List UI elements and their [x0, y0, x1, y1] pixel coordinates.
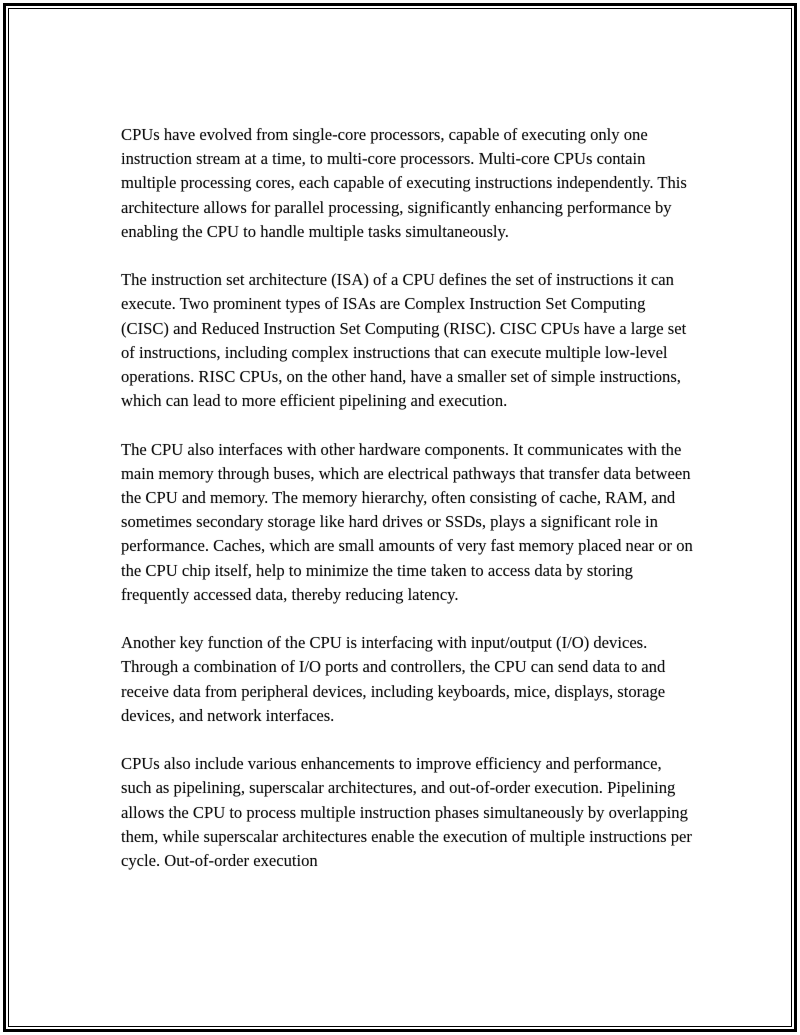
paragraph-isa: The instruction set architecture (ISA) of a CPU defines the set of instructions it can execute. Two prominent types of ISAs are Complex Instruction Set Computing (CISC) and Reduced Instruction Set Computing (RISC). CISC CPUs have a large set of instructions, including complex instructions that can execute multiple low-level operations. RISC CPUs, on the other hand, have a smaller set of simple instructions, which can lead to more efficient pipelining and execution. [121, 270, 687, 411]
document-body [121, 123, 693, 897]
page-border [3, 3, 797, 1032]
paragraph-enhancements: CPUs also include various enhancements to improve efficiency and performance, such as pipelining, superscalar architectures, and out-of-order execution. Pipelining allows the CPU to process multiple instruction phases simultaneously by overlapping them, while superscalar architectures enable the execution of multiple instructions per cycle. Out-of-order execution [121, 754, 692, 871]
paragraph-io: Another key function of the CPU is interfacing with input/output (I/O) devices. Through a combination of I/O ports and controllers, the CPU can send data to and receive data from peripheral devices, including keyboards, mice, displays, storage devices, and network interfaces. [121, 633, 666, 725]
paragraph-multicore: CPUs have evolved from single-core processors, capable of executing only one instruction stream at a time, to multi-core processors. Multi-core CPUs contain multiple processing cores, each capable of executing instructions independently. This architecture allows for parallel processing, significantly enhancing performance by enabling the CPU to handle multiple tasks simultaneously. [121, 125, 687, 241]
paragraph-memory: The CPU also interfaces with other hardware components. It communicates with the main memory through buses, which are electrical pathways that transfer data between the CPU and memory. The memory hierarchy, often consisting of cache, RAM, and sometimes secondary storage like hard drives or SSDs, plays a significant role in performance. Caches, which are small amounts of very fast memory placed near or on the CPU chip itself, help to minimize the time taken to access data by storing frequently accessed data, thereby reducing latency. [121, 439, 693, 604]
